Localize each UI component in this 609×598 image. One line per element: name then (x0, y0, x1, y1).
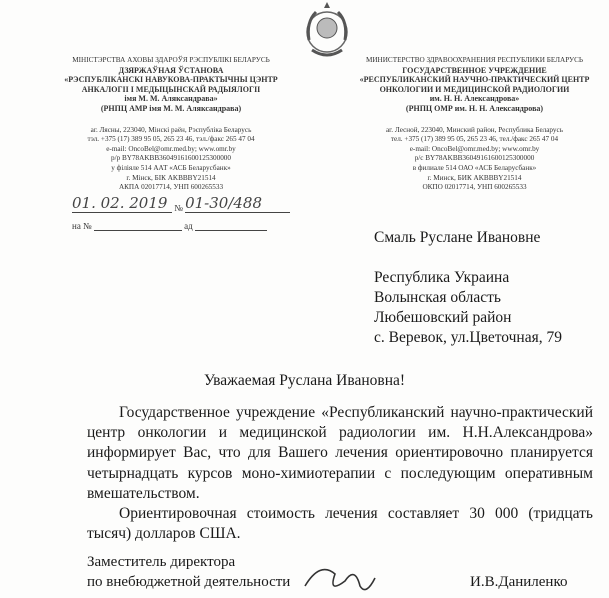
account: р/с BY78AKBB36049161600125300000 (414, 154, 535, 163)
ministry: МІНІСТЭРСТВА АХОВЫ ЗДАРОЎЯ РЭСПУБЛІКІ БЕЛАРУСЬ (72, 56, 270, 64)
email: e-mail: OncoBel@omr.med.by; www.omr.by (106, 144, 236, 153)
account: р/р BY78AKBB36049161600125300000 (111, 154, 231, 163)
recipient-block (374, 228, 562, 348)
phone: тел. +375 (17) 389 95 05, 265 23 46, тел./факс 265 47 04 (390, 135, 559, 144)
letter-number: 01-30/488 (185, 194, 290, 213)
greeting: Уважаемая Руслана Ивановна! (203, 372, 406, 389)
signatory-title-line: по внебюджетной деятельности (87, 574, 291, 590)
reference-line (72, 220, 267, 231)
letter-date: 01. 02. 2019 (72, 194, 172, 213)
recipient-country: Республика Украина (374, 269, 510, 286)
address: аг. Лясны, 223040, Мінскі раён, Рэспубліка Беларусь (90, 125, 252, 134)
codes: АКПА 02017714, УНП 600265533 (118, 183, 224, 192)
handwritten-signature (300, 556, 380, 598)
ref-label: на № (72, 221, 92, 231)
registration-line (72, 194, 290, 213)
bank: у філіяле 514 ААТ «АСБ Беларусбанк» (111, 163, 231, 172)
signatory-name: И.В.Даниленко (470, 574, 568, 590)
signatory-title-line: Заместитель директора (87, 554, 236, 570)
state-emblem-icon (300, 0, 354, 62)
institution-abbr: (РНПЦ ОМР им. Н. Н. Александрова) (405, 103, 544, 113)
codes: ОКПО 02017714, УНП 600265533 (422, 183, 527, 192)
bank: в филиале 514 ОАО «АСБ Беларусбанк» (412, 163, 537, 172)
institution-name: «РЭСПУБЛІКАНСКІ НАВУКОВА-ПРАКТЫЧНЫ ЦЭНТР (64, 75, 278, 85)
header-russian (340, 56, 609, 193)
email: e-mail: OncoBel@omr.med.by; www.omr.by (409, 144, 540, 153)
recipient-name: Смаль Руслане Ивановне (374, 229, 541, 246)
institution-name: АНКАЛОГІІ І МЕДЫЦЫНСКАЙ РАДЫЯЛОГІІ (81, 84, 261, 94)
signatory-title (87, 552, 290, 592)
institution-abbr: (РНПЦ АМР імя М. М. Аляксандрава) (100, 103, 242, 113)
institution-name: імя М. М. Аляксандрава» (124, 94, 218, 104)
institution-type: ДЗЯРЖАЎНАЯ ЎСТАНОВА (118, 65, 224, 75)
recipient-region: Волынская область (374, 289, 501, 306)
from-label: ад (184, 221, 193, 231)
number-label: № (174, 203, 183, 213)
institution-name: «РЕСПУБЛИКАНСКИЙ НАУЧНО-ПРАКТИЧЕСКИЙ ЦЕНТР (359, 75, 590, 85)
recipient-address: с. Веревок, ул.Цветочная, 79 (374, 329, 562, 346)
recipient-district: Любешовский район (374, 309, 512, 326)
body-paragraph: Ориентировочная стоимость лечения составляет 30 000 (тридцать тысяч) долларов США. (87, 505, 593, 543)
institution-name: ОНКОЛОГИИ И МЕДИЦИНСКОЙ РАДИОЛОГИИ (379, 84, 570, 94)
institution-type: ГОСУДАРСТВЕННОЕ УЧРЕЖДЕНИЕ (402, 65, 547, 75)
city: г. Мінск, БІК AKBBBY21514 (126, 173, 216, 182)
header-belarusian (40, 56, 302, 193)
phone: тэл. +375 (17) 389 95 05, 265 23 46, тэл./факс 265 47 04 (87, 135, 255, 144)
institution-name: им. Н. Н. Александрова» (429, 94, 520, 104)
city: г. Минск, БИК AKBBBY21514 (427, 173, 522, 182)
address: аг. Лесной, 223040, Минский район, Республика Беларусь (385, 125, 563, 134)
body-paragraph: Государственное учреждение «Республиканский научно-практический центр онкологии и медицинской радиологии им. Н.Н.Александрова» информирует Вас, что для Вашего лечения ориентировочно планируется четырнадцать курсов моно-химиотерапии с последующим оперативным вмешательством. (87, 404, 593, 502)
ministry: МИНИСТЕРСТВО ЗДРАВООХРАНЕНИЯ РЕСПУБЛИКИ БЕЛАРУСЬ (365, 56, 584, 64)
